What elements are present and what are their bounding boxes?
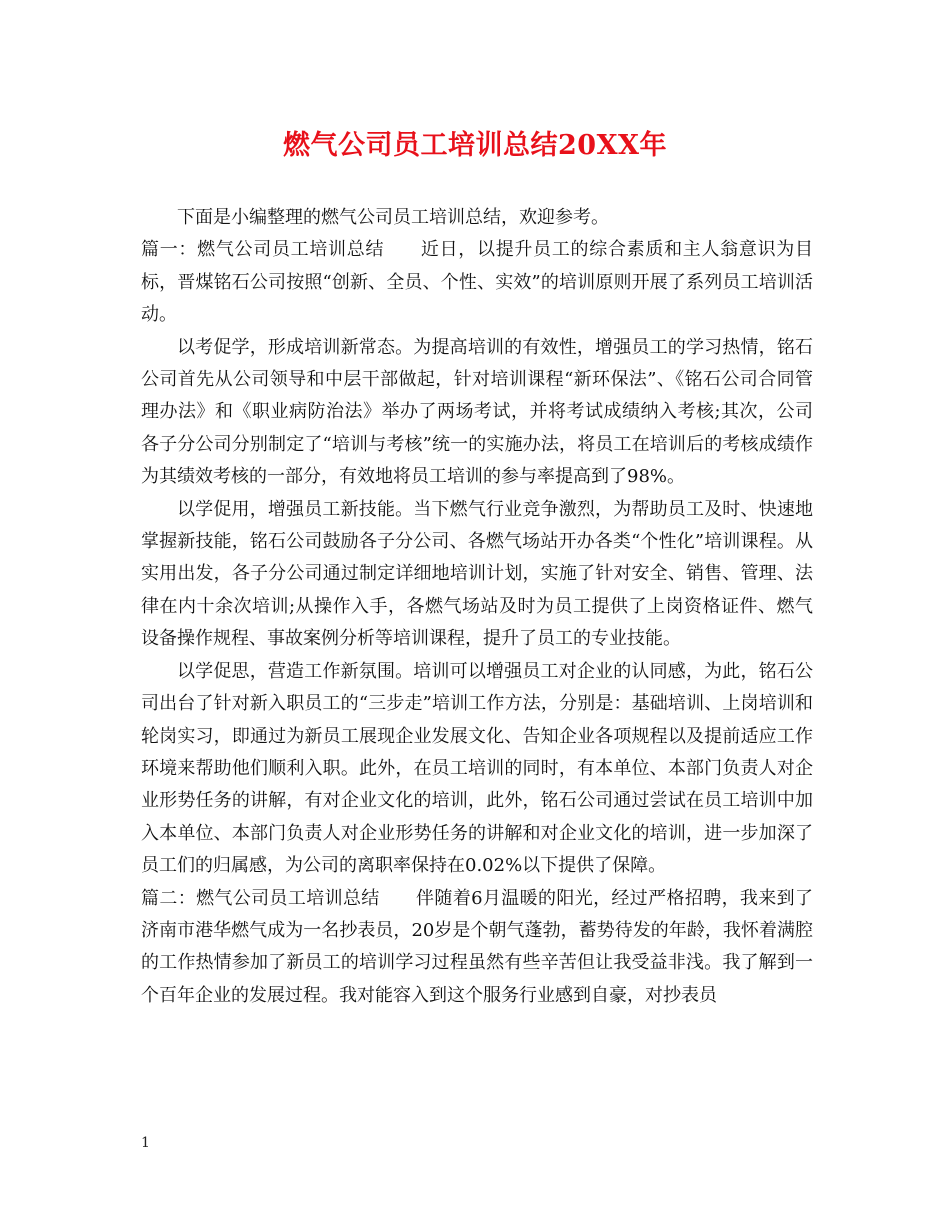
section-two-text: 伴随着6月温暖的阳光，经过严格招聘，我来到了济南市港华燃气成为一名抄表员，20岁是个朝气蓬勃，蓄势待发的年龄，我怀着满腔的工作热情参加了新员工的培训学习过程虽然有些辛苦但让我受益非浅。我了解到一个百年企业的发展过程。我对能容入到这个服务行业感到自豪，对抄表员 xyxy=(141,887,814,1006)
document-title: 燃气公司员工培训总结20XX年 xyxy=(283,130,667,161)
section-one-paragraph xyxy=(141,234,813,331)
atmosphere-paragraph: 以学促思，营造工作新氛围。培训可以增强员工对企业的认同感，为此，铭石公司出台了针对新入职员工的“三步走”培训工作方法，分别是：基础培训、上岗培训和轮岗实习，即通过为新员工展现企业发展文化、告知企业各项规程以及提前适应工作环境来帮助他们顺利入职。此外，在员工培训的同时，有本单位、本部门负责人对企业形势任务的讲解，有对企业文化的培训，此外，铭石公司通过尝试在员工培训中加入本单位、本部门负责人对企业形势任务的讲解和对企业文化的培训，进一步加深了员工们的归属感，为公司的离职率保持在0.02%以下提供了保障。 xyxy=(141,660,813,877)
page-number: 1 xyxy=(141,1135,150,1151)
intro-paragraph: 下面是小编整理的燃气公司员工培训总结，欢迎参考。 xyxy=(177,207,609,228)
exam-paragraph: 以考促学，形成培训新常态。为提高培训的有效性，增强员工的学习热情，铭石公司首先从公司领导和中层干部做起，针对培训课程“新环保法”、《铭石公司合同管理办法》和《职业病防治法》举办了两场考试，并将考试成绩纳入考核;其次，公司各子分公司分别制定了“培训与考核”统一的实施办法，将员工在培训后的考核成绩作为其绩效考核的一部分，有效地将员工培训的参与率提高到了98%。 xyxy=(141,336,813,488)
skills-paragraph: 以学促用，增强员工新技能。当下燃气行业竞争激烈，为帮助员工及时、快速地掌握新技能，铭石公司鼓励各子分公司、各燃气场站开办各类“个性化”培训课程。从实用出发，各子分公司通过制定详细地培训计划，实施了针对安全、销售、管理、法律在内十余次培训;从操作入手，各燃气场站及时为员工提供了上岗资格证件、燃气设备操作规程、事故案例分析等培训课程，提升了员工的专业技能。 xyxy=(141,498,813,650)
section-two-paragraph xyxy=(141,883,813,1013)
section-one-text: 近日，以提升员工的综合素质和主人翁意识为目标，晋煤铭石公司按照“创新、全员、个性、实效”的培训原则开展了系列员工培训活动。 xyxy=(141,239,814,326)
document-body xyxy=(141,202,813,1012)
section-two-heading: 篇二：燃气公司员工培训总结 xyxy=(141,887,380,909)
section-one-heading: 篇一：燃气公司员工培训总结 xyxy=(141,239,385,261)
